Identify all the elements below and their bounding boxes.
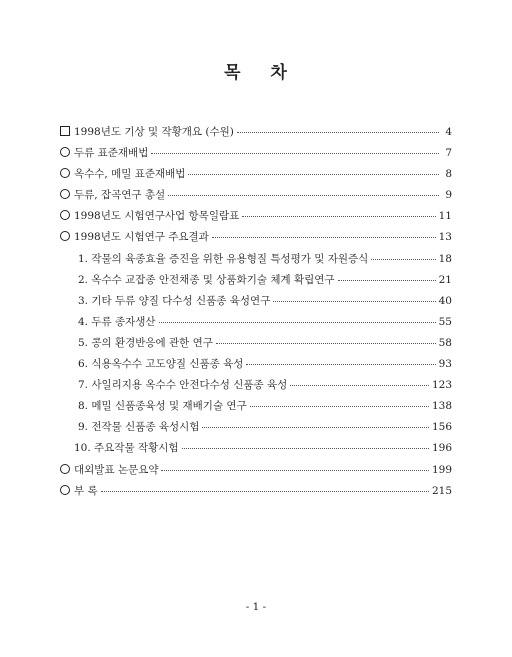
toc-entry-page: 13 bbox=[438, 231, 452, 244]
circle-bullet-icon bbox=[60, 146, 74, 159]
leader-dots bbox=[246, 363, 435, 365]
toc-entry bbox=[60, 356, 452, 377]
toc-entry-page: 156 bbox=[431, 421, 452, 434]
toc-entry-label: 두류, 잡곡연구 총설 bbox=[74, 189, 166, 202]
circle-bullet-icon bbox=[60, 484, 74, 497]
toc-entry bbox=[60, 483, 452, 504]
leader-dots bbox=[216, 342, 436, 344]
leader-dots bbox=[290, 384, 429, 386]
toc-entry-label: 5. 콩의 환경반응에 관한 연구 bbox=[78, 336, 213, 349]
toc-entry-page: 138 bbox=[431, 400, 452, 413]
toc-entry-page: 40 bbox=[438, 294, 452, 307]
table-of-contents bbox=[60, 124, 452, 504]
toc-entry-label: 3. 기타 두류 양질 다수성 신품종 육성연구 bbox=[78, 294, 271, 307]
page-number: - 1 - bbox=[245, 601, 267, 613]
toc-entry-label: 옥수수, 메밀 표준재배법 bbox=[74, 168, 186, 181]
toc-entry-label: 부 록 bbox=[74, 484, 98, 497]
circle-bullet-icon bbox=[60, 463, 74, 476]
page-title: 목 차 bbox=[224, 63, 288, 83]
toc-entry bbox=[60, 398, 452, 419]
toc-entry bbox=[60, 251, 452, 272]
toc-entry bbox=[60, 293, 452, 314]
toc-entry-label: 10. 주요작물 작황시험 bbox=[74, 442, 179, 455]
toc-entry-label: 1998년도 시험연구사업 항목일람표 bbox=[74, 210, 240, 223]
toc-entry-page: 18 bbox=[438, 252, 452, 265]
leader-dots bbox=[188, 173, 439, 175]
toc-entry-page: 123 bbox=[431, 379, 452, 392]
circle-bullet-icon bbox=[60, 188, 74, 201]
toc-entry-page: 93 bbox=[438, 358, 452, 371]
toc-entry-page: 199 bbox=[431, 463, 452, 476]
toc-entry bbox=[60, 419, 452, 440]
circle-bullet-icon bbox=[60, 167, 74, 180]
toc-entry-label: 9. 전작물 신품종 육성시험 bbox=[78, 421, 200, 434]
circle-bullet-icon bbox=[60, 209, 74, 222]
toc-entry-page: 196 bbox=[431, 442, 452, 455]
toc-entry bbox=[60, 124, 452, 145]
toc-entry bbox=[60, 145, 452, 166]
leader-dots bbox=[161, 469, 428, 471]
toc-entry-page: 215 bbox=[431, 484, 452, 497]
toc-entry bbox=[60, 272, 452, 293]
leader-dots bbox=[338, 279, 436, 281]
toc-entry-label: 8. 메밀 신품종육성 및 재배기술 연구 bbox=[78, 400, 247, 413]
toc-entry-page: 8 bbox=[445, 168, 452, 181]
toc-entry-page: 21 bbox=[438, 273, 452, 286]
toc-entry bbox=[60, 335, 452, 356]
toc-entry bbox=[60, 314, 452, 335]
leader-dots bbox=[242, 215, 435, 217]
toc-entry bbox=[60, 462, 452, 483]
toc-entry-label: 대외발표 논문요약 bbox=[74, 463, 159, 476]
square-bullet-icon bbox=[60, 125, 74, 138]
toc-entry-page: 9 bbox=[445, 189, 452, 202]
toc-entry-label: 4. 두류 종자생산 bbox=[78, 315, 156, 328]
leader-dots bbox=[273, 300, 435, 302]
toc-entry-label: 1998년도 시험연구 주요결과 bbox=[74, 231, 209, 244]
toc-entry-label: 1998년도 기상 및 작황개요 (수원) bbox=[74, 126, 234, 138]
toc-entry-label: 6. 식용옥수수 고도양질 신품종 육성 bbox=[78, 358, 244, 371]
toc-entry-page: 7 bbox=[445, 147, 452, 160]
toc-entry-label: 7. 사일리지용 옥수수 안전다수성 신품종 육성 bbox=[78, 379, 288, 392]
toc-entry bbox=[60, 208, 452, 229]
toc-entry bbox=[60, 440, 452, 461]
toc-entry-label: 두류 표준재배법 bbox=[74, 147, 149, 160]
leader-dots bbox=[212, 236, 436, 238]
toc-entry-label: 1. 작물의 육종효율 증진을 위한 유용형질 특성평가 및 자원증식 bbox=[78, 252, 369, 265]
leader-dots bbox=[202, 426, 428, 428]
toc-entry-page: 11 bbox=[438, 210, 452, 223]
leader-dots bbox=[237, 131, 439, 133]
toc-entry bbox=[60, 187, 452, 208]
leader-dots bbox=[371, 258, 435, 260]
leader-dots bbox=[159, 321, 436, 323]
toc-entry-page: 58 bbox=[438, 336, 452, 349]
toc-entry-label: 2. 옥수수 교잡종 안전채종 및 상품화기술 체계 확립연구 bbox=[78, 273, 335, 286]
toc-entry bbox=[60, 166, 452, 187]
toc-entry bbox=[60, 229, 452, 250]
leader-dots bbox=[168, 194, 439, 196]
toc-entry-page: 4 bbox=[445, 126, 452, 138]
toc-entry bbox=[60, 377, 452, 398]
leader-dots bbox=[101, 490, 429, 492]
circle-bullet-icon bbox=[60, 230, 74, 243]
leader-dots bbox=[151, 152, 439, 154]
leader-dots bbox=[182, 447, 429, 449]
toc-entry-page: 55 bbox=[438, 315, 452, 328]
leader-dots bbox=[250, 405, 429, 407]
